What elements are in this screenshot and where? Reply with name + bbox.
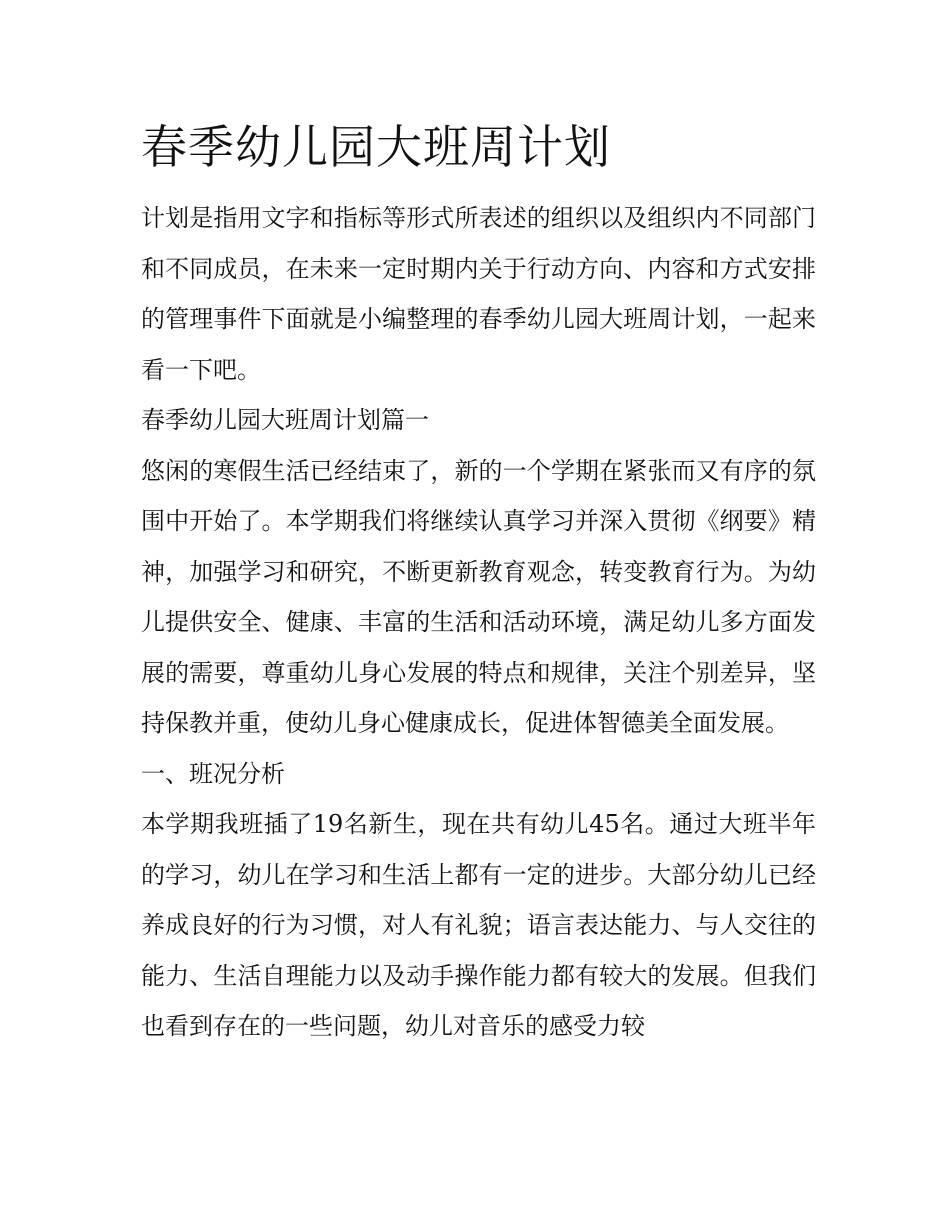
document-title: 春季幼儿园大班周计划 (141, 120, 611, 174)
document-content (141, 112, 816, 1052)
section-heading: 春季幼儿园大班周计划篇一 (141, 406, 429, 434)
class-analysis-paragraph: 本学期我班插了19名新生，现在共有幼儿45名。通过大班半年的学习，幼儿在学习和生活上都有一定的进步。大部分幼儿已经养成良好的行为习惯，对人有礼貌；语言表达能力、与人交往的能力、生活自理能力以及动手操作能力都有较大的发展。但我们也看到存在的一些问题，幼儿对音乐的感受力较 (141, 810, 816, 1040)
opening-paragraph: 悠闲的寒假生活已经结束了，新的一个学期在紧张而又有序的氛围中开始了。本学期我们将继续认真学习并深入贯彻《纲要》精神，加强学习和研究，不断更新教育观念，转变教育行为。为幼儿提供安全、健康、丰富的生活和活动环境，满足幼儿多方面发展的需要，尊重幼儿身心发展的特点和规律，关注个别差异，坚持保教并重，使幼儿身心健康成长，促进体智德美全面发展。 (141, 456, 816, 737)
class-analysis-heading: 一、班况分析 (141, 759, 285, 788)
intro-paragraph: 计划是指用文字和指标等形式所表述的组织以及组织内不同部门和不同成员，在未来一定时期内关于行动方向、内容和方式安排的管理事件下面就是小编整理的春季幼儿园大班周计划，一起来看一下吧。 (141, 204, 816, 384)
